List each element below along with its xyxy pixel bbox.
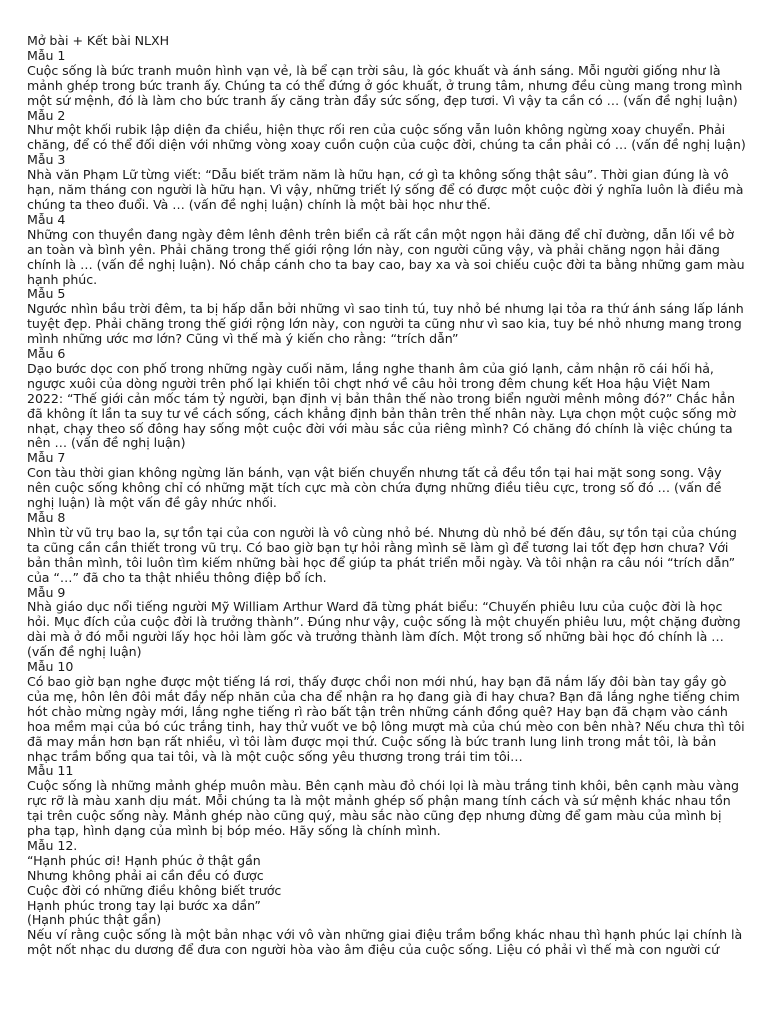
sample-paragraph: Nếu ví rằng cuộc sống là một bản nhạc với vô vàn những giai điệu trầm bổng khác nhau thì hạnh phúc lại chính là một nốt nhạc du dương để đưa con người hòa vào âm điệu của cuộc sống. Liệu có phải vì thế mà con người cứ [27, 927, 743, 958]
sample-label: Mẫu 3 [27, 152, 66, 168]
sample-7 [27, 451, 748, 511]
sample-paragraph: Con tàu thời gian không ngừng lăn bánh, vạn vật biến chuyển nhưng tất cả đều tồn tại hai mặt song song. Vậy nên cuộc sống không chỉ có những mặt tích cực mà còn chứa đựng những điều tiêu cực, trong số đó … (vấn đề nghị luận) là một vấn đề gây nhức nhối. [27, 465, 722, 511]
sample-paragraph: Nhà văn Phạm Lữ từng viết: “Dẫu biết trăm năm là hữu hạn, cớ gì ta không sống thật sâu”. Thời gian đúng là vô hạn, năm tháng con người là hữu hạn. Vì vậy, những triết lý sống để có được một cuộc đời ý nghĩa luôn là điều mà chúng ta theo đuổi. Và … (vấn đề nghị luận) chính là một bài học như thế. [27, 167, 744, 212]
sample-8 [27, 511, 748, 586]
samples-list [27, 49, 748, 839]
sample-label: Mẫu 10 [27, 659, 74, 675]
sample-2 [27, 109, 748, 154]
sample-label: Mẫu 8 [27, 510, 66, 525]
sample-5 [27, 287, 748, 347]
sample-label: Mẫu 12. [27, 837, 78, 853]
sample-paragraph: Cuộc sống là những mảnh ghép muôn màu. Bên cạnh màu đỏ chói lọi là màu trắng tinh khôi, bên cạnh màu vàng rực rỡ là màu xanh dịu mát. Mỗi chúng ta là một mảnh ghép số phận mang tính cách và sứ mệnh khác nhau tồn tại trên cuộc sống này. Mảnh ghép nào cũng quý, màu sắc nào cũng đẹp nhưng đừng để gam màu của mình bị pha tạp, hình dạng của mình bị bóp méo. Hãy sống là chính mình. [27, 778, 739, 839]
sample-paragraph: Ngước nhìn bầu trời đêm, ta bị hấp dẫn bởi những vì sao tinh tú, tuy nhỏ bé nhưng lại tỏa ra thứ ánh sáng lấp lánh tuyệt đẹp. Phải chăng trong thế giới rộng lớn này, con người ta cũng như vì sao kia, tuy bé nhỏ nhưng mang trong mình những ước mơ lớn? Cũng vì thế mà ý kiến cho rằng: “trích dẫn” [27, 301, 744, 347]
sample-label: Mẫu 4 [27, 211, 66, 227]
sample-3 [27, 153, 748, 213]
sample-label: Mẫu 6 [27, 346, 66, 362]
sample-label: Mẫu 9 [27, 584, 66, 600]
sample-11 [27, 764, 748, 839]
sample-paragraph: Nhà giáo dục nổi tiếng người Mỹ William Arthur Ward đã từng phát biểu: “Chuyến phiêu lưu của cuộc đời là học hỏi. Mục đích của cuộc đời là trưởng thành”. Đúng như vậy, cuộc sống là một chuyến phiêu lưu, một chặng đường dài mà ở đó mỗi người lấy học hỏi làm gốc và trưởng thành làm đích. Một trong số những bài học đó chính là … (vấn đề nghị luận) [27, 599, 741, 660]
sample-9 [27, 586, 748, 661]
sample-1 [27, 49, 748, 109]
poem-source: (Hạnh phúc thật gần) [27, 912, 162, 928]
sample-label: Mẫu 5 [27, 286, 66, 302]
sample-paragraph: Dạo bước dọc con phố trong những ngày cuối năm, lắng nghe thanh âm của gió lạnh, cảm nhận rõ cái hối hả, ngược xuôi của dòng người trên phố lại khiến tôi chợt nhớ về câu hỏi trong đêm chung kết Hoa hậu Việt Nam 2022: “Thế giới cản mốc tám tỷ người, bạn định vị bản thân thế nào trong biển người mênh mông đó?” Chắc hẳn đã không ít lần ta suy tư về cách sống, cách khẳng định bản thân trên thế nhân này. Lựa chọn một cuộc sống mờ nhạt, chạy theo số đông hay sống một cuộc đời với màu sắc của riêng mình? Có chăng đó chính là việc chúng ta nên … (vấn đề nghị luận) [27, 360, 737, 451]
sample-paragraph: Nhìn từ vũ trụ bao la, sự tồn tại của con người là vô cùng nhỏ bé. Nhưng dù nhỏ bé đến đâu, sự tồn tại của chúng ta cũng cần cần thiết trong vũ trụ. Có bao giờ bạn tự hỏi rằng mình sẽ làm gì để tương lai tốt đẹp hơn chưa? Với bản thân mình, tôi luôn tìm kiếm những bài học để giúp ta phát triển mỗi ngày. Và tôi nhận ra câu nói “trích dẫn” của “…” đã cho ta thật nhiều thông điệp bổ ích. [27, 524, 737, 585]
sample-12 [27, 839, 748, 958]
poem-line: Hạnh phúc trong tay lại bước xa dần” [27, 897, 261, 913]
sample-label: Mẫu 2 [27, 107, 66, 123]
sample-paragraph: Những con thuyền đang ngày đêm lênh đênh trên biển cả rất cần một ngọn hải đăng để chỉ đường, dẫn lối về bờ an toàn và bình yên. Phải chăng trong thế giới rộng lớn này, con người cũng vậy, và phải chăng ngọn hải đăng chính là … (vấn đề nghị luận). Nó chắp cánh cho ta bay cao, bay xa và soi chiếu cuộc đời ta bằng những gam màu hạnh phúc. [27, 226, 745, 287]
sample-4 [27, 213, 748, 288]
sample-label: Mẫu 11 [27, 763, 74, 779]
document-title: Mở bài + Kết bài NLXH [27, 33, 169, 48]
poem-line: Nhưng không phải ai cần đều có được [27, 867, 264, 883]
poem-line: Cuộc đời có những điều không biết trước [27, 882, 282, 898]
sample-paragraph: Có bao giờ bạn nghe được một tiếng lá rơi, thấy được chồi non mới nhú, hay bạn đã nắm lấy đôi bàn tay gầy gò của mẹ, hôn lên đôi mắt đầy nếp nhăn của cha để nhận ra họ đang già đi hay chưa? Bạn đã lắng nghe tiếng chim hót chào mừng ngày mới, lắng nghe tiếng rì rào bất tận trên những cánh đồng quê? Hay bạn đã chạm vào cánh hoa mềm mại của bó cúc trắng tinh, hay thử vuốt ve bộ lông mượt mà của chú mèo con bên nhà? Nếu chưa thì tôi đã may mắn hơn bạn rất nhiều, vì tôi làm được mọi thứ. Cuộc sống là bức tranh lung linh trong mắt tôi, là bản nhạc trầm bổng qua tai tôi, và là một cuộc sống yêu thương trong trái tim tôi… [27, 673, 745, 764]
poem-line: “Hạnh phúc ơi! Hạnh phúc ở thật gần [27, 852, 261, 868]
sample-paragraph: Như một khối rubik lập diện đa chiều, hiện thực rối ren của cuộc sống vẫn luôn không ngừng xoay chuyển. Phải chăng, để có thể đối diện với những vòng xoay cuồn cuộn của cuộc đời, chúng ta cần phải có … (vấn đề nghị luận) [27, 122, 746, 153]
sample-10 [27, 660, 748, 764]
sample-label: Mẫu 7 [27, 450, 66, 466]
sample-paragraph: Cuộc sống là bức tranh muôn hình vạn vẻ, là bể cạn trời sâu, là góc khuất và ánh sáng. Mỗi người giống như là mảnh ghép trong bức tranh ấy. Chúng ta có thể đứng ở góc khuất, ở trung tâm, nhưng đều cùng mang trong mình một sứ mệnh, đó là làm cho bức tranh ấy căng tràn đầy sức sống, đẹp tươi. Vì vậy ta cần có … (vấn đề nghị luận) [27, 62, 743, 108]
sample-label: Mẫu 1 [27, 47, 66, 63]
sample-6 [27, 347, 748, 451]
